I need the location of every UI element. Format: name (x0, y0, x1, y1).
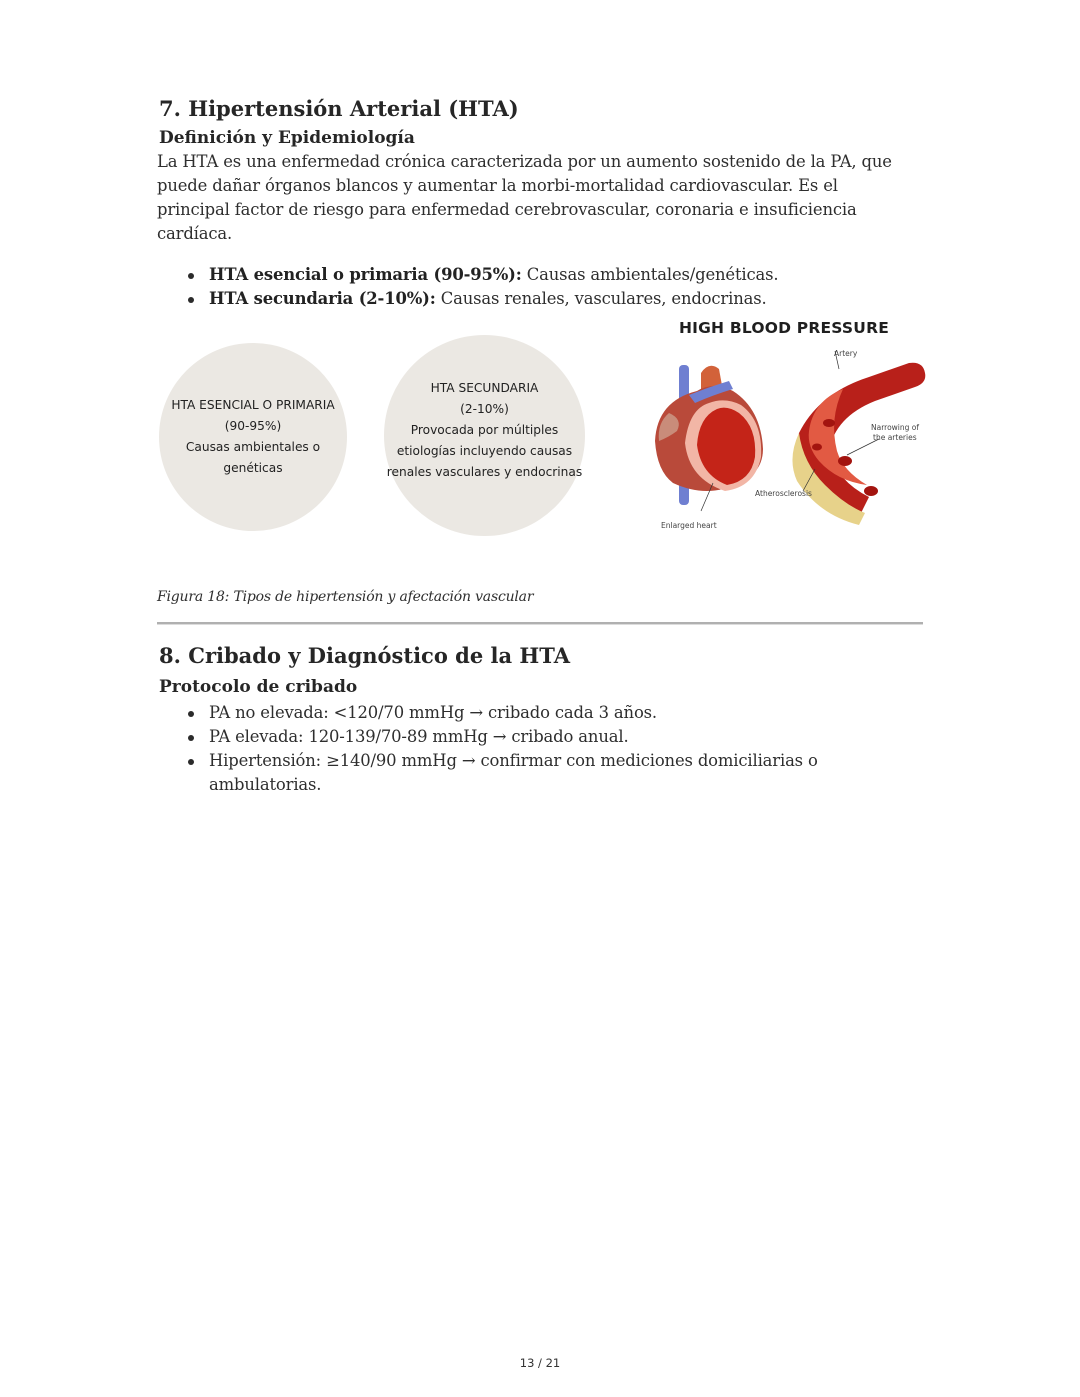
section-divider (157, 622, 923, 625)
page-indicator: 13 / 21 (519, 1356, 561, 1370)
circle-line: Causas ambientales o (185, 440, 321, 454)
list-item-text: Causas renales, vasculares, endocrinas. (435, 289, 767, 308)
circle-line: etiologías incluyendo causas (396, 444, 573, 458)
section-7-subtitle: Definición y Epidemiología (159, 128, 415, 148)
definition-paragraph (157, 150, 923, 246)
section-8-title: 8. Cribado y Diagnóstico de la HTA (159, 643, 571, 668)
circle-line: HTA ESENCIAL O PRIMARIA (171, 398, 335, 412)
list-item-text: Causas ambientales/genéticas. (521, 265, 779, 284)
list-item: PA elevada: 120-139/70-89 mmHg → cribado anual. (209, 725, 923, 749)
circle-line: (2-10%) (460, 402, 509, 416)
illustration-title: HIGH BLOOD PRESSURE (678, 319, 889, 337)
circle-secondary-hta (384, 335, 585, 536)
figure-caption: Figura 18: Tipos de hipertensión y afectación vascular (157, 589, 534, 605)
circle-line: HTA SECUNDARIA (430, 381, 539, 395)
list-item-continuation: ambulatorias. (209, 775, 322, 794)
high-blood-pressure-illustration (639, 313, 925, 543)
document-page (157, 92, 923, 797)
list-item: PA no elevada: <120/70 mmHg → cribado cada 3 años. (209, 701, 923, 725)
paragraph-line: puede dañar órganos blancos y aumentar la morbi-mortalidad cardiovascular. Es el (157, 176, 838, 195)
list-item (209, 287, 923, 311)
section-7-title: 7. Hipertensión Arterial (HTA) (159, 96, 519, 121)
circle-line: renales vasculares y endocrinas (386, 465, 583, 479)
label-enlarged-heart: Enlarged heart (661, 521, 717, 530)
circle-line: Provocada por múltiples (410, 423, 559, 437)
label-narrowing-2: the arteries (873, 433, 917, 442)
paragraph-line: La HTA es una enfermedad crónica caracterizada por un aumento sostenido de la PA, que (157, 152, 892, 171)
list-item: Hipertensión: ≥140/90 mmHg → confirmar con mediciones domiciliarias o (209, 749, 923, 773)
paragraph-line: cardíaca. (157, 224, 233, 243)
list-item-bold: HTA secundaria (2-10%): (209, 289, 436, 308)
label-narrowing-1: Narrowing of (871, 423, 920, 432)
circle-line: genéticas (223, 461, 283, 475)
screening-protocol-list (157, 701, 923, 797)
label-artery: Artery (834, 349, 858, 358)
section-8-subtitle: Protocolo de cribado (159, 677, 358, 697)
list-item-bold: HTA esencial o primaria (90-95%): (209, 265, 522, 284)
paragraph-line: principal factor de riesgo para enfermedad cerebrovascular, coronaria e insuficiencia (157, 200, 857, 219)
circle-line: (90-95%) (224, 419, 282, 433)
list-item (209, 263, 923, 287)
label-atherosclerosis: Atherosclerosis (755, 489, 812, 498)
hta-types-list (157, 263, 923, 311)
circle-primary-hta (159, 343, 347, 531)
figure-18 (157, 319, 923, 585)
